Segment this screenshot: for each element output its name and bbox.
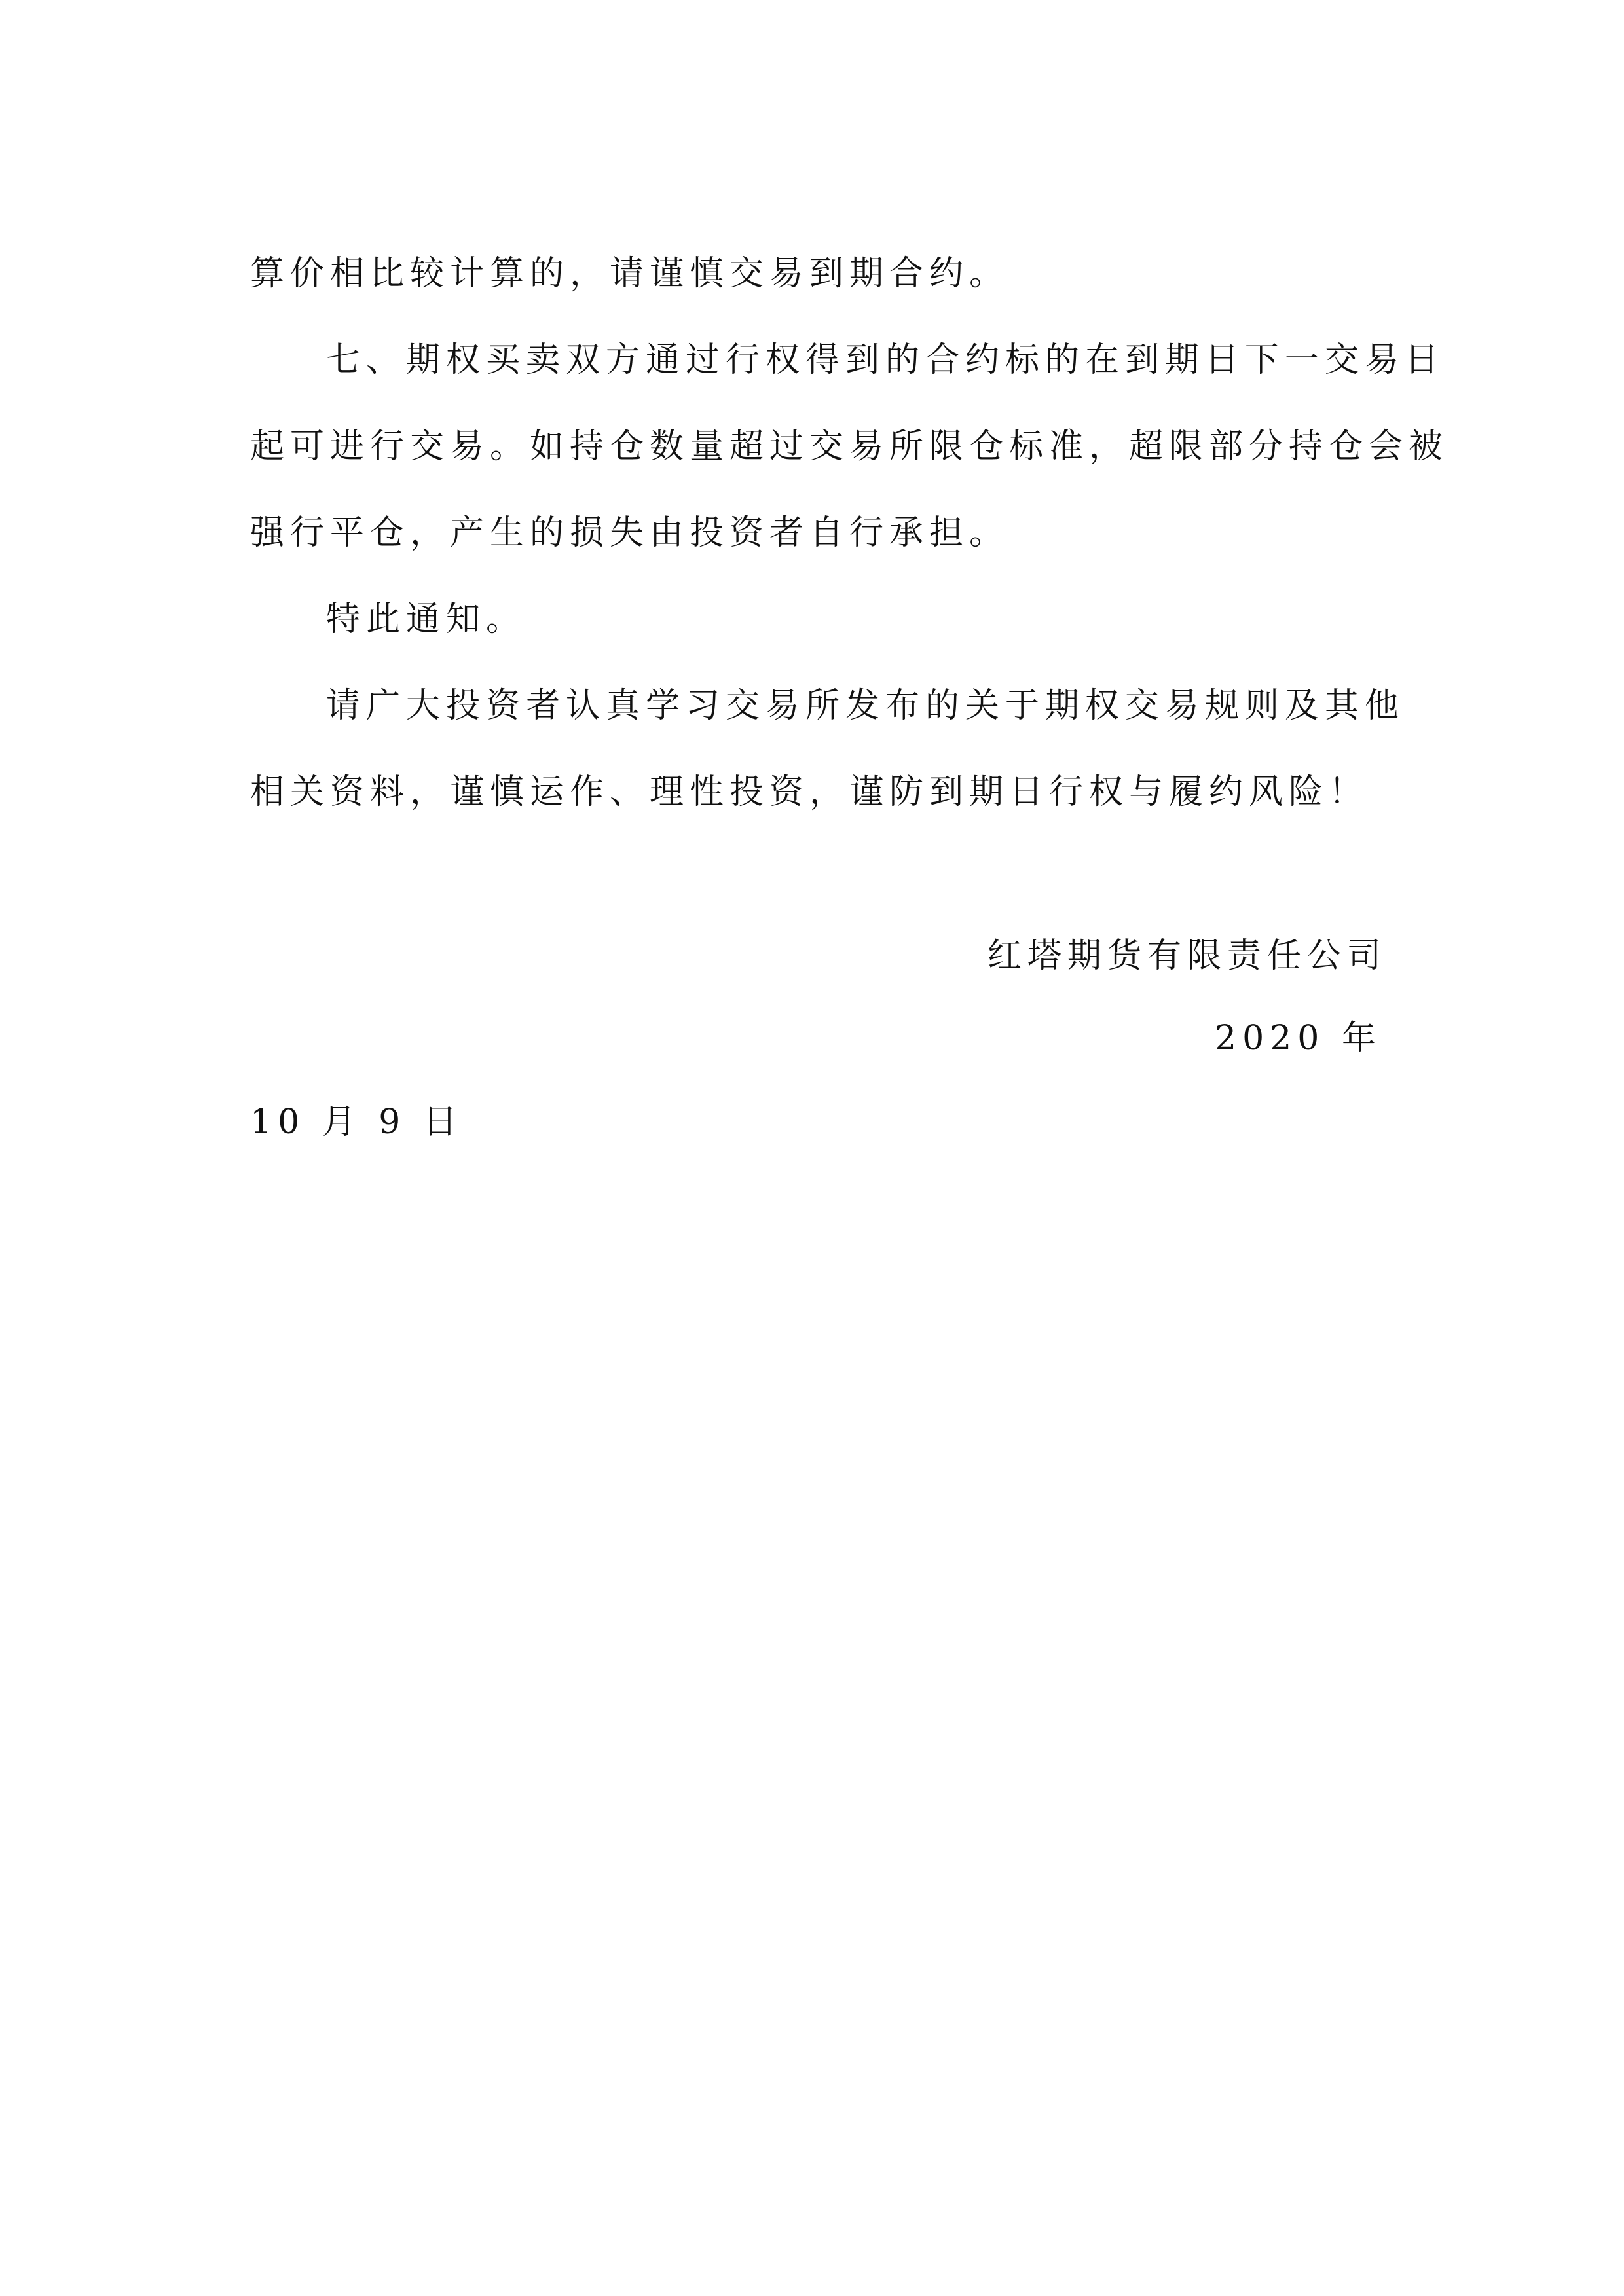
paragraph-line: 七、期权买卖双方通过行权得到的合约标的在到期日下一交易日 <box>326 340 1445 380</box>
paragraph-line: 相关资料，谨慎运作、理性投资，谨防到期日行权与履约风险！ <box>250 773 1369 812</box>
paragraph-line: 起可进行交易。如持仓数量超过交易所限仓标准，超限部分持仓会被 <box>250 427 1449 466</box>
paragraph-line: 请广大投资者认真学习交易所发布的关于期权交易规则及其他 <box>326 686 1405 725</box>
signature-month-day: 10 月 9 日 <box>250 1102 463 1142</box>
paragraph-line: 强行平仓，产生的损失由投资者自行承担。 <box>250 513 1010 553</box>
signature-year: 2020 年 <box>1215 1019 1382 1058</box>
signature-company: 红塔期货有限责任公司 <box>987 936 1388 975</box>
closing-notice: 特此通知。 <box>326 600 526 639</box>
paragraph-line: 算价相比较计算的，请谨慎交易到期合约。 <box>250 254 1010 293</box>
